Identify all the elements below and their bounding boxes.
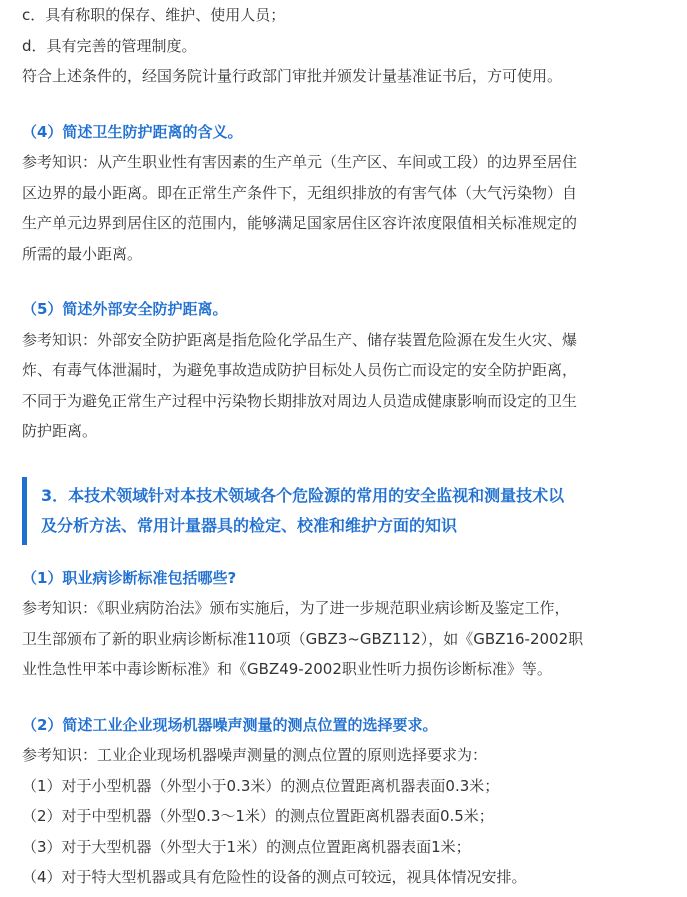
section-3-question-2-answer-line: 参考知识：工业企业现场机器噪声测量的测点位置的原则选择要求为： bbox=[22, 746, 488, 764]
intro-block bbox=[22, 0, 667, 92]
intro-line-d: d．具有完善的管理制度。 bbox=[22, 36, 197, 55]
question-5-title: （5）简述外部安全防护距离。 bbox=[22, 300, 228, 318]
section-3-question-1-answer-line: 业性急性甲苯中毒诊断标准》和《GBZ49-2002职业性听力损伤诊断标准》等。 bbox=[22, 660, 552, 678]
question-5-block bbox=[22, 294, 667, 447]
question-5-answer-line: 炸、有毒气体泄漏时，为避免事故造成防护目标处人员伤亡而设定的安全防护距离， bbox=[22, 361, 578, 379]
question-5-answer-line: 不同于为避免正常生产过程中污染物长期排放对周边人员造成健康影响而设定的卫生 bbox=[22, 391, 578, 410]
question-4-answer-line: 参考知识：从产生职业性有害因素的生产单元（生产区、车间或工段）的边界至居住 bbox=[22, 153, 578, 171]
section-3-question-2-title: （2）简述工业企业现场机器噪声测量的测点位置的选择要求。 bbox=[22, 715, 438, 734]
section-3-heading-line: 及分析方法、常用计量器具的检定、校准和维护方面的知识 bbox=[41, 515, 458, 535]
question-4-title: （4）简述卫生防护距离的含义。 bbox=[22, 122, 243, 141]
question-4-block bbox=[22, 117, 667, 270]
section-3-question-2-answer-line: （1）对于小型机器（外型小于0.3米）的测点位置距离机器表面0.3米； bbox=[22, 776, 500, 795]
question-4-answer-line: 所需的最小距离。 bbox=[22, 244, 143, 263]
section-3-question-2-answer-line: （3）对于大型机器（外型大于1米）的测点位置距离机器表面1米； bbox=[22, 837, 471, 856]
section-3-heading-line: 3．本技术领域针对本技术领域各个危险源的常用的安全监视和测量技术以 bbox=[41, 485, 565, 505]
section-3-question-1-block bbox=[22, 563, 667, 685]
question-5-answer-line: 防护距离。 bbox=[22, 422, 98, 440]
question-4-answer-line: 生产单元边界到居住区的范围内，能够满足国家居住区容许浓度限值相关标准规定的 bbox=[22, 214, 578, 232]
section-3-heading bbox=[22, 477, 667, 545]
section-3-question-1-title: （1）职业病诊断标准包括哪些? bbox=[22, 568, 237, 587]
question-5-answer-line: 参考知识：外部安全防护距离是指危险化学品生产、储存装置危险源在发生火灾、爆 bbox=[22, 330, 578, 349]
section-3-question-2-answer-line: （4）对于特大型机器或具有危险性的设备的测点可较远，视具体情况安排。 bbox=[22, 868, 527, 886]
section-3-question-2-block bbox=[22, 710, 667, 893]
question-4-answer-line: 区边界的最小距离。即在正常生产条件下，无组织排放的有害气体（大气污染物）自 bbox=[22, 183, 578, 202]
intro-line-c: c．具有称职的保存、维护、使用人员； bbox=[22, 6, 286, 24]
section-3-question-1-answer-line: 卫生部颁布了新的职业病诊断标准110项（GBZ3~GBZ112），如《GBZ16-2002职 bbox=[22, 629, 584, 648]
section-3-question-1-answer-line: 参考知识：《职业病防治法》颁布实施后，为了进一步规范职业病诊断及鉴定工作， bbox=[22, 599, 570, 617]
section-3-question-2-answer-line: （2）对于中型机器（外型0.3～1米）的测点位置距离机器表面0.5米； bbox=[22, 807, 494, 825]
intro-line-conclusion: 符合上述条件的，经国务院计量行政部门审批并颁发计量基准证书后，方可使用。 bbox=[22, 67, 563, 85]
